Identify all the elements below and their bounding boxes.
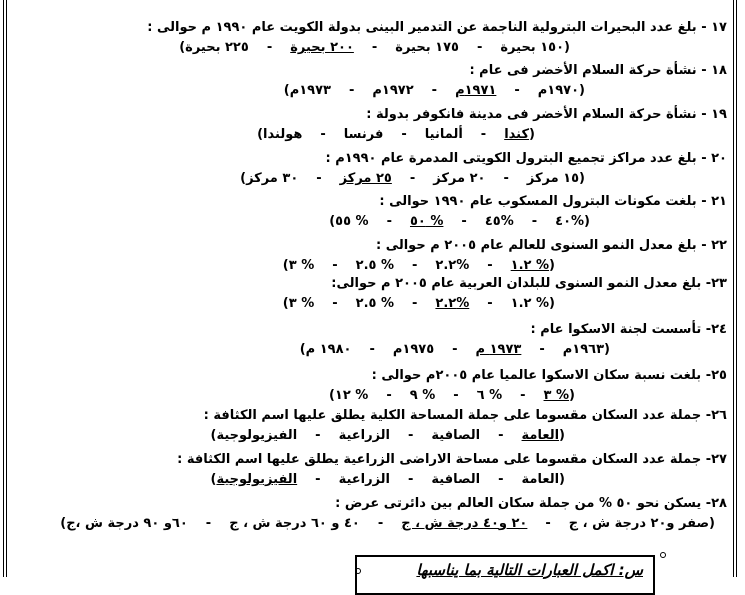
option-separator: - [371, 40, 378, 55]
close-paren: ) [210, 472, 217, 487]
open-paren: ( [529, 127, 535, 142]
option-separator: - [266, 40, 273, 55]
question-text: ٢٨- يسكن نحو ٥٠ % من جملة سكان العالم بين دائرتى عرض : [335, 496, 727, 511]
open-paren: ( [579, 83, 585, 98]
correct-option: %٢.٢ [435, 296, 470, 311]
option: هولندا [263, 127, 303, 142]
question-text: ٢٠ - بلغ عدد مراكز تجميع البترول الكويتى المدمرة عام ١٩٩٠م : [325, 151, 727, 166]
option: العامة [521, 472, 560, 487]
options-row [329, 388, 575, 404]
option: ١٩٨٠ م [305, 342, 352, 357]
correct-option: % ٣ [543, 388, 570, 403]
option-separator: - [531, 214, 538, 229]
option: % ١٢ [334, 388, 369, 403]
options-row [283, 258, 555, 274]
option: ١٥٠ بحيرة [500, 40, 565, 55]
option-separator: - [539, 342, 545, 357]
option-separator: - [315, 472, 321, 487]
option-separator: - [514, 83, 520, 98]
option: ١٩٧٥م [392, 342, 435, 357]
options-row [283, 296, 555, 312]
option: %٤٠ [555, 214, 585, 229]
option: ٤٠ و ٦٠ درجة ش ، ج [229, 516, 360, 531]
option-separator: - [332, 258, 338, 273]
option-separator: - [332, 296, 338, 311]
option: ١٩٧٢م [372, 83, 414, 98]
option-separator: - [520, 388, 526, 403]
option-separator: - [386, 214, 392, 229]
option: ١٧٥ بحيرة [395, 40, 459, 55]
correct-option: % ٥٠ [409, 214, 444, 229]
open-paren: ( [559, 472, 565, 487]
option: % ٣ [288, 296, 315, 311]
option-separator: - [487, 258, 493, 273]
option-separator: - [503, 171, 509, 186]
option-separator: - [545, 516, 551, 531]
option: ١٩٦٣م [562, 342, 605, 357]
close-paren: ) [329, 214, 336, 229]
question-text: ٢٤- تأسست لجنة الاسكوا عام : [530, 322, 727, 337]
option-separator: - [408, 472, 414, 487]
corner-dot [660, 552, 666, 558]
option-separator: - [498, 428, 504, 443]
option: ٦٠و ٩٠ درجة ش ،ج [66, 516, 188, 531]
open-paren: ( [709, 516, 715, 531]
open-paren: ( [549, 296, 555, 311]
option: ٢٢٥ بحيرة [185, 40, 249, 55]
footer-box [355, 555, 655, 595]
option: % ٥٥ [335, 214, 369, 229]
option-separator: - [431, 83, 438, 98]
close-paren: ) [282, 258, 289, 273]
open-paren: ( [564, 40, 570, 55]
close-paren: ) [299, 342, 306, 357]
option-separator: - [452, 342, 458, 357]
question-text: ١٨ - نشأة حركة السلام الأخضر فى عام : [469, 63, 727, 78]
options-row [300, 342, 610, 358]
options-row [240, 171, 585, 187]
option: الزراعية [338, 472, 390, 487]
option: % ٢.٥ [355, 258, 395, 273]
close-paren: ) [210, 428, 217, 443]
option: ٢٠ مركز [433, 171, 486, 186]
question-text: ٢٧- جملة عدد السكان مقسوما على مساحة الاراضى الزراعية يطلق عليها اسم الكثافة : [177, 452, 727, 467]
correct-option: الفيزيولوجية [216, 472, 298, 487]
correct-option: ١٩٧١م [455, 83, 497, 98]
options-row [210, 472, 565, 488]
option: % ٩ [409, 388, 436, 403]
option-separator: - [461, 214, 467, 229]
option: فرنسا [343, 127, 384, 142]
open-paren: ( [604, 342, 610, 357]
correct-option: ١٩٧٣ م [475, 342, 522, 357]
correct-option: ٢٠٠ بحيرة [290, 40, 354, 55]
options-row [210, 428, 565, 444]
open-paren: ( [584, 214, 590, 229]
option-separator: - [205, 516, 212, 531]
open-paren: ( [549, 258, 555, 273]
question-text: ١٧ - بلغ عدد البحيرات البترولية الناجمة عن التدمير البينى بدولة الكويت عام ١٩٩٠ م حوالى : [147, 20, 727, 35]
option-separator: - [377, 516, 384, 531]
option: ١٩٧٠م [537, 83, 580, 98]
option: ألمانيا [424, 127, 463, 142]
corner-dot [355, 568, 361, 574]
options-row [257, 127, 535, 143]
option: % ٣ [288, 258, 315, 273]
options-row [60, 516, 715, 532]
option: % ١.٢ [510, 296, 550, 311]
option-separator: - [386, 388, 392, 403]
option-separator: - [320, 127, 326, 142]
close-paren: ) [282, 296, 289, 311]
correct-option: % ١.٢ [510, 258, 550, 273]
close-paren: ) [328, 388, 335, 403]
close-paren: ) [257, 127, 264, 142]
close-paren: ) [179, 40, 186, 55]
option-separator: - [480, 127, 487, 142]
option: الصافية [431, 428, 481, 443]
question-text: ٢٢ - بلغ معدل النمو السنوى للعالم عام ٢٠٠٥ م حوالى : [375, 238, 727, 253]
question-text: ٢٦- جملة عدد السكان مقسوما على جملة المساحة الكلية يطلق عليها اسم الكثافة : [203, 408, 727, 423]
correct-option: ٢٥ مركز [339, 171, 392, 186]
option: الفيزيولوجية [216, 428, 298, 443]
option: %٢.٢ [435, 258, 470, 273]
options-row [284, 83, 585, 99]
correct-option: ٢٠ و٤٠ درجة ش ، ج [401, 516, 528, 531]
correct-option: كندا [504, 127, 530, 142]
option-separator: - [453, 388, 459, 403]
question-text: ٢١ - بلغت مكونات البترول المسكوب عام ١٩٩٠ حوالى : [379, 194, 727, 209]
open-paren: ( [579, 171, 585, 186]
option: ٣٠ مركز [246, 171, 299, 186]
question-text: ٢٣- بلغ معدل النمو السنوى للبلدان العربية عام ٢٠٠٥ م حوالى: [331, 276, 727, 291]
open-paren: ( [569, 388, 575, 403]
close-paren: ) [283, 83, 290, 98]
option-separator: - [401, 127, 407, 142]
option: ١٥ مركز [526, 171, 580, 186]
option: صفر و٢٠ درجة ش ، ج [568, 516, 710, 531]
option: الصافية [431, 472, 481, 487]
option-separator: - [316, 171, 322, 186]
options-row [329, 214, 590, 230]
option: %٤٥ [484, 214, 514, 229]
question-text: ٢٥- بلغت نسبة سكان الاسكوا عالميا عام ٢٠٠٥م حوالى : [371, 368, 727, 383]
footer-heading: س: اكمل العبارات التالية بما يناسبها [416, 561, 643, 579]
option: ١٩٧٣م [289, 83, 331, 98]
option-separator: - [487, 296, 493, 311]
option: الزراعية [338, 428, 390, 443]
question-text: ١٩ - نشأة حركة السلام الأخضر فى مدينة فانكوفر بدولة : [366, 107, 727, 122]
open-paren: ( [559, 428, 565, 443]
options-row [179, 40, 570, 56]
option-separator: - [412, 296, 418, 311]
option-separator: - [409, 171, 416, 186]
option: % ٦ [476, 388, 503, 403]
option-separator: - [369, 342, 375, 357]
option: % ٢.٥ [355, 296, 395, 311]
option-separator: - [348, 83, 355, 98]
option-separator: - [412, 258, 418, 273]
option-separator: - [408, 428, 414, 443]
option-separator: - [315, 428, 321, 443]
close-paren: ) [240, 171, 247, 186]
correct-option: العامة [521, 428, 560, 443]
option-separator: - [498, 472, 504, 487]
option-separator: - [476, 40, 483, 55]
close-paren: ) [60, 516, 67, 531]
